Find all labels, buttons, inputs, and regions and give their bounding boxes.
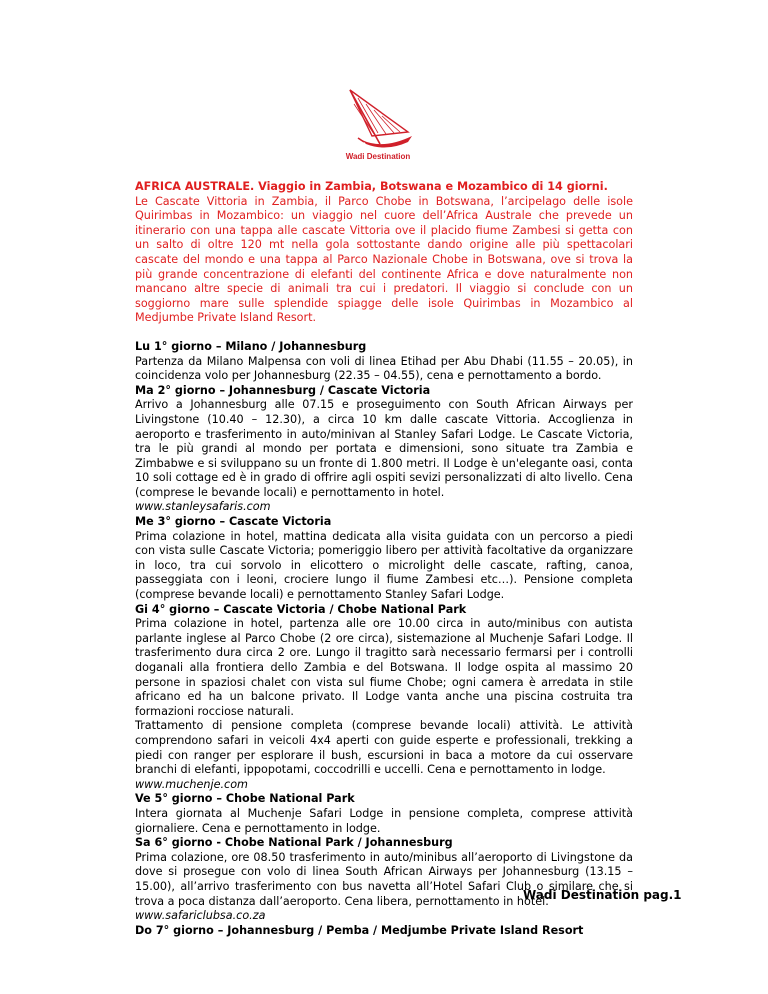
day-paragraph: Prima colazione, ore 08.50 trasferimento in auto/minibus all’aeroporto di Livingstone da dove si prosegue con volo di linea South African Airways per Johannesburg (13.15 – 15.00), all’arrivo trasferimento con bus navetta all’Hotel Safari Club o similare che si trova a poca distanza dall’aeroporto. Cena libera, pernottamento in hotel. (135, 850, 633, 908)
logo-text: Wadi Destination (345, 152, 411, 161)
footer-label: Wadi Destination pag. (523, 888, 674, 902)
day-section-5 (135, 792, 633, 836)
day-paragraph: Partenza da Milano Malpensa con voli di linea Etihad per Abu Dhabi (11.55 – 20.05), in coincidenza volo per Johannesburg (22.35 – 04.55), cena e pernottamento a bordo. (135, 354, 633, 383)
document-body (135, 180, 633, 938)
day-paragraph: Intera giornata al Muchenje Safari Lodge in pensione completa, comprese attività giornaliere. Cena e pernottamento in lodge. (135, 806, 633, 835)
day-paragraph: Trattamento di pensione completa (comprese bevande locali) attività. Le attività comprendono safari in veicoli 4x4 aperti con guide esperte e professionali, trekking a piedi con ranger per esplorare il bush, escursioni in baca a motore da cui osservare branchi di elefanti, ippopotami, coccodrilli e uccelli. Cena e pernottamento in lodge. (135, 719, 633, 777)
day-section-3 (135, 515, 633, 603)
day-section-1 (135, 340, 633, 384)
day-section-7 (135, 924, 633, 939)
day-heading: Lu 1° giorno – Milano / Johannesburg (135, 339, 367, 353)
day-paragraph: Prima colazione in hotel, partenza alle ore 10.00 circa in auto/minibus con autista parlante inglese al Parco Chobe (2 ore circa), sistemazione al Muchenje Safari Lodge. Il trasferimento dura circa 2 ore. Lungo il tragitto sarà necessario fermarsi per i controlli doganali alla frontiera dello Zambia e del Botswana. Il lodge ospita al massimo 20 persone in spaziosi chalet con vista sul fiume Chobe; ogni camera è arredata in stile africano ed ha un balcone privato. Il Lodge vanta anche una piscina costruita tra formazioni rocciose naturali. (135, 617, 633, 718)
day-heading: Do 7° giorno – Johannesburg / Pemba / Medjumbe Private Island Resort (135, 923, 584, 937)
page-footer (523, 888, 682, 902)
wadi-destination-logo (328, 84, 428, 168)
day-heading: Sa 6° giorno - Chobe National Park / Johannesburg (135, 836, 453, 850)
spacer (135, 326, 633, 340)
document-title: AFRICA AUSTRALE. Viaggio in Zambia, Botswana e Mozambico di 14 giorni. (135, 180, 608, 193)
day-section-6 (135, 836, 633, 924)
day-heading: Gi 4° giorno – Cascate Victoria / Chobe National Park (135, 602, 467, 616)
day-heading: Ve 5° giorno – Chobe National Park (135, 792, 355, 806)
page-number: 1 (673, 888, 682, 902)
lodge-url-link[interactable]: www.muchenje.com (135, 777, 248, 791)
day-heading: Me 3° giorno – Cascate Victoria (135, 515, 332, 529)
day-section-4 (135, 603, 633, 793)
day-section-2 (135, 384, 633, 515)
day-paragraph: Arrivo a Johannesburg alle 07.15 e proseguimento con South African Airways per Livingstone (10.40 – 12.30), a circa 10 km dalle cascate Vittoria. Accoglienza in aeroporto e trasferimento in auto/minivan al Stanley Safari Lodge. Le Cascate Victoria, tra le più grandi al mondo per portata e dimensioni, sono situate tra Zambia e Zimbabwe e si sviluppano su un fronte di 1.800 metri. Il Lodge è un'elegante oasi, conta 10 soli cottage ed è in grado di offrire agli ospiti sevizi personalizzati di alto livello. Cena (comprese le bevande locali) e pernottamento in hotel. (135, 398, 633, 499)
day-heading: Ma 2° giorno – Johannesburg / Cascate Victoria (135, 383, 431, 397)
day-paragraph: Prima colazione in hotel, mattina dedicata alla visita guidata con un percorso a piedi con vista sulle Cascate Victoria; pomeriggio libero per attività facoltative da organizzare in loco, tra cui sorvolo in elicottero o microlight delle cascate, rafting, canoa, passeggiata con i leoni, crociere lungo il fiume Zambesi etc…). Pensione completa (comprese bevande locali) e pernottamento Stanley Safari Lodge. (135, 529, 633, 602)
dhow-sailboat-icon (328, 84, 428, 152)
intro-paragraph: Le Cascate Vittoria in Zambia, il Parco Chobe in Botswana, l’arcipelago delle isole Quirimbas in Mozambico: un viaggio nel cuore dell’Africa Australe che prevede un itinerario con una tappa alle cascate Vittoria ove il placido fiume Zambesi si getta con un salto di oltre 120 mt nella gola sottostante dando origine alle più spettacolari cascate del mondo e una tappa al Parco Nazionale Chobe in Botswana, ove si trova la più grande concentrazione di elefanti del continente Africa e dove naturalmente non mancano altre specie di animali tra cui i predatori. Il viaggio si conclude con un soggiorno mare sulle splendide spiagge delle isole Quirimbas in Mozambico al Medjumbe Private Island Resort. (135, 194, 633, 325)
hotel-url-link[interactable]: www.safariclubsa.co.za (135, 909, 266, 923)
lodge-url-link[interactable]: www.stanleysafaris.com (135, 500, 271, 514)
